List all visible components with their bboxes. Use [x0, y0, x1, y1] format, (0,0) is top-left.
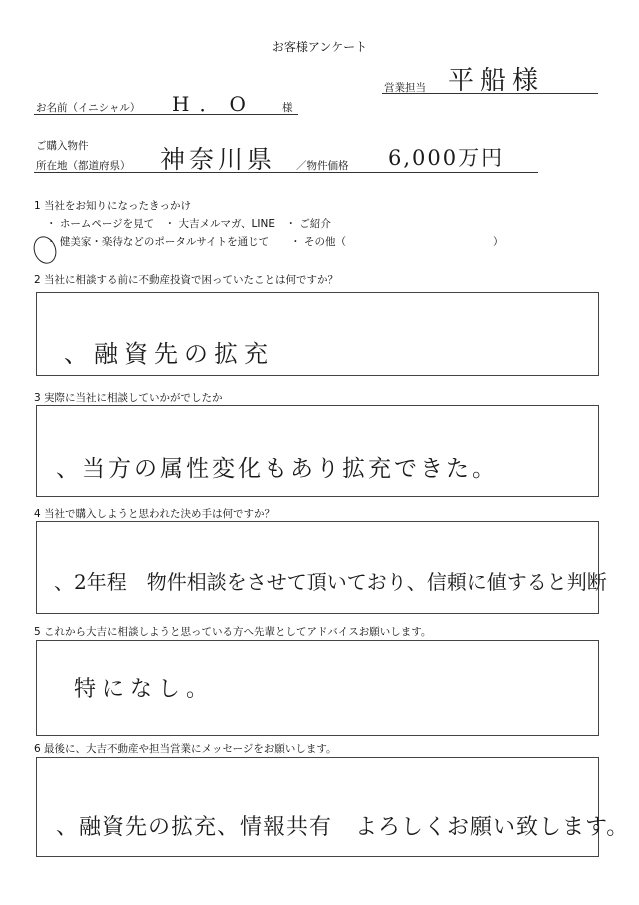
- survey-title: お客様アンケート: [271, 40, 368, 54]
- q6-answer-box: [36, 757, 599, 857]
- name-suffix: 様: [282, 102, 293, 114]
- q1-options-line2: ・ 健美家・楽待などのポータルサイトを通じて ・ その他（ ）: [46, 236, 504, 248]
- location-label: 所在地（都道府県）: [36, 160, 131, 172]
- name-underline: [34, 114, 298, 115]
- q1-question: 1 当社をお知りになったきっかけ: [34, 200, 192, 212]
- property-underline: [34, 172, 538, 173]
- location-value: 神奈川県: [160, 145, 277, 174]
- sales-rep-underline: [382, 93, 598, 94]
- sales-rep-label: 営業担当: [384, 82, 426, 94]
- q6-question: 6 最後に、大吉不動産や担当営業にメッセージをお願いします。: [34, 743, 337, 755]
- q4-answer: 、2年程 物件相談をさせて頂いており、信頼に値すると判断: [54, 570, 607, 594]
- name-label: お名前（イニシャル）: [36, 102, 141, 114]
- q3-question: 3 実際に当社に相談していかがでしたか: [34, 392, 223, 404]
- q4-question: 4 当社で購入しようと思われた決め手は何ですか？: [34, 508, 276, 520]
- name-value: H．O: [172, 92, 256, 116]
- q1-options-line1: ・ ホームページを見て ・ 大吉メルマガ、LINE ・ ご紹介: [46, 218, 331, 230]
- sales-rep-value: 平船様: [448, 66, 545, 96]
- q2-question: 2 当社に相談する前に不動産投資で困っていたことは何ですか？: [34, 274, 339, 286]
- q2-answer: 、融資先の拡充: [64, 340, 274, 368]
- price-value: 6,000万円: [388, 146, 505, 170]
- q5-question: 5 これから大吉に相談しようと思っている方へ先輩としてアドバイスお願いします。: [34, 626, 432, 638]
- q6-answer: 、融資先の拡充、情報共有 よろしくお願い致します。: [56, 815, 630, 840]
- property-heading: ご購入物件: [36, 140, 89, 152]
- q5-answer: 特になし。: [74, 677, 215, 702]
- price-label: ／物件価格: [296, 160, 349, 172]
- q3-answer: 、当方の属性変化もあり拡充できた。: [56, 456, 498, 482]
